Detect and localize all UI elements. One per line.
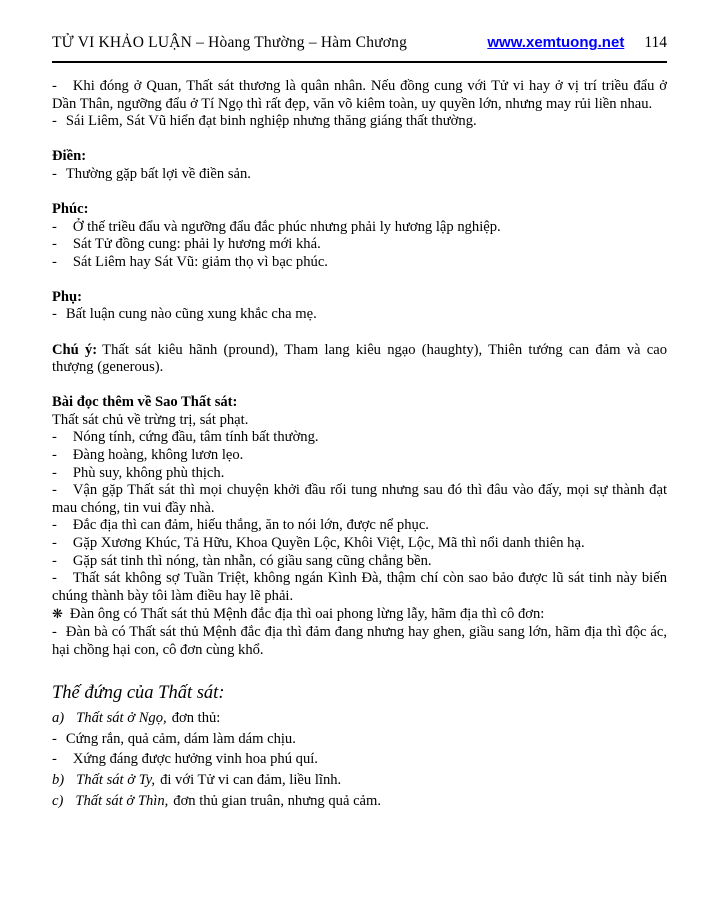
list-item xyxy=(52,447,667,465)
list-item-text: Nóng tính, cứng đầu, tâm tính bất thường. xyxy=(72,429,319,446)
dash-marker: - xyxy=(52,113,57,130)
content xyxy=(52,78,667,810)
list-item-text: Sái Liêm, Sát Vũ hiển đạt binh nghiệp nhưng thăng giáng thất thường. xyxy=(65,113,477,130)
list-item-text: Đàng hoàng, không lươn lẹo. xyxy=(72,447,244,463)
page-number: 114 xyxy=(644,34,667,51)
letter-marker: c) xyxy=(52,792,64,809)
list-item xyxy=(52,236,667,254)
lettered-item-text: đi với Tử vi can đảm, liều lĩnh. xyxy=(160,771,342,788)
lettered-item-c xyxy=(52,793,667,811)
lettered-item-b xyxy=(52,772,667,790)
list-item xyxy=(52,751,667,769)
paragraph: Thất sát chủ về trừng trị, sát phạt. xyxy=(52,411,249,428)
dash-marker: - xyxy=(52,552,57,569)
list-item-text: Gặp sát tinh thì nóng, tàn nhẫn, có giầu sang cũng chẳng bền. xyxy=(72,552,432,569)
note-text: Thất sát kiêu hãnh (pround), Tham lang kiêu ngạo (haughty), Thiên tướng can đảm và cao thượng (generous). xyxy=(52,341,668,376)
list-item-text: Thất sát không sợ Tuần Triệt, không ngán Kình Đà, thậm chí còn sao bảo được lũ sát tinh này biến chúng thành bày tôi làm điều hay lẽ phải. xyxy=(52,570,667,604)
lettered-item-a xyxy=(52,710,667,728)
list-item-text: Xứng đáng được hưởng vinh hoa phú quí. xyxy=(72,751,318,768)
section-heading-the-dung: Thế đứng của Thất sát: xyxy=(52,683,225,704)
dash-marker: - xyxy=(52,534,57,551)
list-item xyxy=(52,166,667,184)
section-heading-bai-doc: Bài đọc thêm về Sao Thất sát: xyxy=(52,394,238,411)
list-item xyxy=(52,306,667,324)
dash-marker: - xyxy=(52,623,57,640)
star-item xyxy=(52,605,667,624)
list-item xyxy=(52,254,667,272)
list-item-text: Đàn bà có Thất sát thủ Mệnh đắc địa thì đảm đang nhưng hay ghen, giầu sang lớn, hãm địa thì độc ác, hại chồng hại con, cô đơn cùng khổ. xyxy=(52,623,667,658)
list-item-text: Cứng rắn, quả cảm, dám làm dám chịu. xyxy=(65,730,296,747)
lettered-item-text: đơn thủ: xyxy=(171,710,221,727)
list-item-text: Đắc địa thì can đảm, hiếu thắng, ăn to nói lớn, được nể phục. xyxy=(72,517,429,534)
list-item xyxy=(52,731,667,749)
list-item xyxy=(52,517,667,535)
dash-marker: - xyxy=(52,165,57,182)
note-chu-y xyxy=(52,342,667,377)
list-item xyxy=(52,482,667,517)
list-item-text: Phù suy, không phù thịch. xyxy=(72,464,225,481)
list-item-text: Ở thế triều đẩu và ngưỡng đẩu đắc phúc nhưng phải ly hương lập nghiệp. xyxy=(72,218,501,235)
header-title: TỬ VI KHẢO LUẬN – Hòang Thường – Hàm Chương xyxy=(52,34,408,51)
list-item xyxy=(52,535,667,553)
section-heading-dien: Điền: xyxy=(52,148,87,165)
list-item-text: Gặp Xương Khúc, Tả Hữu, Khoa Quyền Lộc, Khôi Việt, Lộc, Mã thì nổi danh thiên hạ. xyxy=(72,534,585,551)
dash-marker: - xyxy=(52,78,57,94)
section-heading-phu: Phụ: xyxy=(52,288,83,305)
dash-marker: - xyxy=(52,464,57,481)
list-item-text: Sát Tử đồng cung: phải ly hương mới khá. xyxy=(72,236,321,253)
list-item xyxy=(52,429,667,447)
dash-marker: - xyxy=(52,730,57,747)
header-rule xyxy=(52,61,667,63)
list-item xyxy=(52,624,667,659)
letter-marker: a) xyxy=(52,710,65,727)
dash-marker: - xyxy=(52,253,57,270)
dash-marker: - xyxy=(52,236,57,253)
asterisk-flower-icon: ❋ xyxy=(52,606,63,622)
list-item xyxy=(52,113,667,131)
list-item xyxy=(52,465,667,483)
note-label: Chú ý: xyxy=(52,341,98,358)
section-heading-phuc: Phúc: xyxy=(52,200,89,217)
lettered-item-title: Thất sát ở Ty, xyxy=(76,771,156,788)
header-link[interactable]: www.xemtuong.net xyxy=(487,34,625,51)
letter-marker: b) xyxy=(52,771,65,788)
dash-marker: - xyxy=(52,751,57,768)
lettered-item-title: Thất sát ở Ngọ, xyxy=(76,710,167,727)
dash-marker: - xyxy=(52,482,57,499)
lettered-item-text: đơn thủ gian truân, nhưng quả cảm. xyxy=(173,792,382,809)
list-item xyxy=(52,570,667,605)
list-item xyxy=(52,553,667,571)
list-item-text: Thường gặp bất lợi về điền sản. xyxy=(65,165,251,182)
list-item xyxy=(52,219,667,237)
dash-marker: - xyxy=(52,570,57,587)
lettered-item-title: Thất sát ở Thìn, xyxy=(75,792,169,809)
dash-marker: - xyxy=(52,517,57,534)
list-item-text: Khi đóng ở Quan, Thất sát thương là quân nhân. Nếu đồng cung với Tử vi hay ở vị trí triều đẩu ở Dần Thân, ngưỡng đẩu ở Tí Ngọ thì rất đẹp, văn võ kiêm toàn, uy quyền lớn, nhưng may rủi liền nhau. xyxy=(52,78,667,112)
list-item-text: Đàn ông có Thất sát thủ Mệnh đắc địa thì oai phong lừng lẫy, hãm địa thì cô đơn: xyxy=(69,606,545,623)
page-header xyxy=(52,34,667,52)
dash-marker: - xyxy=(52,306,57,323)
list-item xyxy=(52,78,667,113)
list-item-text: Sát Liêm hay Sát Vũ: giảm thọ vì bạc phúc. xyxy=(72,253,328,270)
list-item-text: Bất luận cung nào cũng xung khắc cha mẹ. xyxy=(65,306,317,323)
dash-marker: - xyxy=(52,429,57,446)
dash-marker: - xyxy=(52,218,57,235)
list-item-text: Vận gặp Thất sát thì mọi chuyện khởi đầu rối tung nhưng sau đó thì đâu vào đấy, mọi sự thành đạt mau chóng, tin vui đầy nhà. xyxy=(52,482,667,516)
dash-marker: - xyxy=(52,447,57,463)
